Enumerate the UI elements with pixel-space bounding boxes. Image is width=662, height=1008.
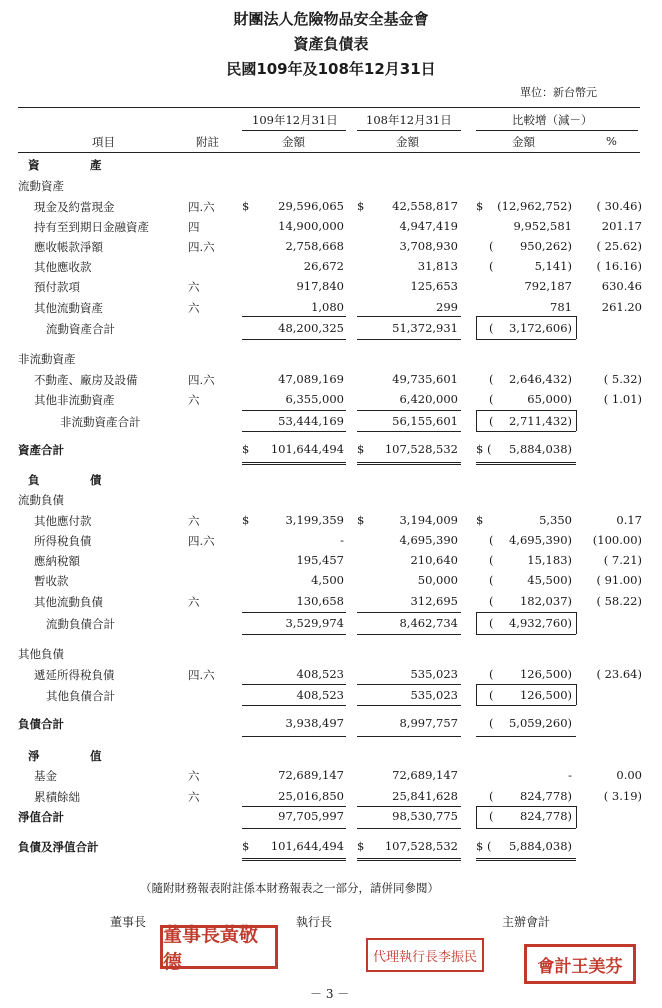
amount-109: 917,840	[296, 279, 344, 293]
pct-change: ( 91.00)	[596, 573, 642, 587]
col-109-underline	[242, 130, 346, 131]
table-row	[0, 370, 662, 390]
amount-108: 6,420,000	[399, 392, 458, 406]
amount-change: 2,711,432)	[508, 414, 572, 428]
amount-108: 31,813	[417, 259, 458, 273]
sum-rule	[242, 828, 346, 829]
row-label: 基金	[34, 769, 57, 783]
table-row	[0, 511, 662, 531]
row-note: 六	[188, 790, 200, 804]
amount-109: 72,689,147	[278, 768, 344, 782]
table-row	[0, 686, 662, 706]
amount-109: 53,444,169	[278, 414, 344, 428]
sum-rule	[357, 684, 461, 685]
sum-rule	[476, 634, 576, 635]
amount-change: -	[568, 768, 572, 782]
row-label: 其他負債合計	[46, 689, 115, 703]
compare-prefix: (	[489, 533, 494, 547]
table-row	[0, 766, 662, 786]
table-row	[0, 787, 662, 807]
amount-109: 101,644,494	[270, 839, 344, 853]
chair-label: 董事長	[110, 915, 147, 929]
box-rule	[476, 316, 477, 339]
row-label: 流動負債合計	[46, 617, 115, 631]
table-row	[0, 837, 662, 857]
sum-rule	[476, 684, 576, 685]
currency-sign: $	[357, 199, 365, 213]
sum-rule	[357, 634, 461, 635]
amount-109: 97,705,997	[278, 809, 344, 823]
pct-change: ( 16.16)	[596, 259, 642, 273]
amount-108: 210,640	[410, 553, 458, 567]
row-label: 預付款項	[34, 280, 80, 294]
row-label: 持有至到期日金融資產	[34, 220, 149, 234]
table-row	[0, 176, 662, 196]
compare-prefix: $ (	[476, 442, 492, 456]
row-label: 遞延所得稅負債	[34, 668, 115, 682]
table-row	[0, 155, 662, 175]
row-note: 六	[188, 393, 200, 407]
currency-sign: $	[242, 442, 250, 456]
amount-change: 824,778)	[519, 809, 572, 823]
amount-108: 72,689,147	[392, 768, 458, 782]
accountant-label: 主辦會計	[502, 915, 551, 929]
row-label: 流動資產	[18, 179, 64, 193]
sum-rule	[242, 612, 346, 613]
compare-prefix: (	[489, 239, 494, 253]
header-top-rule	[18, 107, 640, 108]
amount-109: 3,199,359	[285, 513, 344, 527]
table-row	[0, 440, 662, 460]
box-rule	[476, 806, 477, 828]
amount-108: 8,462,734	[399, 616, 458, 630]
row-label: 不動產、廠房及設備	[34, 373, 138, 387]
amount-change: 5,141)	[534, 259, 572, 273]
page-number: － 3 －	[310, 987, 350, 1001]
row-note: 四.六	[188, 240, 215, 254]
amount-109: 195,457	[296, 553, 344, 567]
row-note: 四	[188, 220, 200, 234]
amount-109: 26,672	[303, 259, 344, 273]
row-note: 四.六	[188, 668, 215, 682]
sum-rule	[476, 736, 576, 737]
col-header-compare: 比較增（減－）	[512, 113, 593, 127]
row-label: 資產合計	[18, 443, 64, 457]
sum-rule	[357, 806, 461, 807]
ceo-label: 執行長	[296, 915, 333, 929]
table-row	[0, 531, 662, 551]
sum-rule	[357, 316, 461, 317]
pct-change: 630.46	[601, 279, 642, 293]
compare-prefix: (	[489, 259, 494, 273]
amount-108: 3,708,930	[399, 239, 458, 253]
chair-seal: 董事長黃敬德	[160, 925, 278, 969]
pct-change: ( 3.19)	[603, 789, 642, 803]
amount-108: 4,947,419	[399, 219, 458, 233]
amount-108: 50,000	[417, 573, 458, 587]
table-row	[0, 746, 662, 766]
amount-change: 182,037)	[519, 594, 572, 608]
sum-rule	[242, 634, 346, 635]
currency-sign: $	[357, 839, 365, 853]
sum-rule	[476, 828, 576, 829]
amount-change: 15,183)	[527, 553, 572, 567]
table-row	[0, 298, 662, 318]
row-label: 負 債	[28, 473, 106, 487]
row-label: 所得稅負債	[34, 534, 92, 548]
amount-109: 3,529,974	[285, 616, 344, 630]
page-title: 資產負債表	[293, 35, 369, 53]
box-rule	[576, 410, 577, 431]
table-row	[0, 217, 662, 237]
row-note: 四.六	[188, 200, 215, 214]
amount-change: 65,000)	[527, 392, 572, 406]
amount-108: 4,695,390	[399, 533, 458, 547]
row-label: 其他非流動資產	[34, 393, 115, 407]
table-row	[0, 349, 662, 369]
row-label: 流動資產合計	[46, 322, 115, 336]
amount-108: 125,653	[410, 279, 458, 293]
amount-108: 51,372,931	[392, 321, 458, 335]
box-rule	[576, 806, 577, 828]
row-label: 暫收款	[34, 574, 69, 588]
col-header-108: 108年12月31日	[366, 113, 452, 127]
row-label: 現金及約當現金	[34, 200, 115, 214]
amount-109: 2,758,668	[285, 239, 344, 253]
row-note: 六	[188, 301, 200, 315]
sum-rule	[242, 316, 346, 317]
row-label: 負債合計	[18, 717, 64, 731]
amount-108: 98,530,775	[392, 809, 458, 823]
sum-rule	[476, 410, 576, 411]
row-label: 負債及淨值合計	[18, 840, 99, 854]
table-row	[0, 665, 662, 685]
sum-rule	[476, 806, 576, 807]
compare-prefix: (	[489, 321, 494, 335]
pct-change: 201.17	[601, 219, 642, 233]
box-rule	[476, 410, 477, 431]
sum-rule	[242, 806, 346, 807]
table-row	[0, 237, 662, 257]
row-label: 累積餘絀	[34, 790, 80, 804]
amount-change: 45,500)	[527, 573, 572, 587]
sum-rule	[357, 339, 461, 340]
table-row	[0, 319, 662, 339]
report-date: 民國109年及108年12月31日	[226, 60, 436, 78]
box-rule	[576, 612, 577, 634]
amount-108: 49,735,601	[392, 372, 458, 386]
table-row	[0, 551, 662, 571]
sum-rule	[357, 828, 461, 829]
amount-108: 42,558,817	[392, 199, 458, 213]
amount-108: 535,023	[410, 688, 458, 702]
row-note: 六	[188, 280, 200, 294]
table-row	[0, 412, 662, 432]
amount-change: 3,172,606)	[508, 321, 572, 335]
row-note: 六	[188, 595, 200, 609]
col-header-compare-amount: 金額	[512, 135, 535, 149]
amount-108: 25,841,628	[392, 789, 458, 803]
amount-109: 4,500	[311, 573, 344, 587]
amount-change: 781	[550, 300, 572, 314]
double-rule	[242, 462, 346, 465]
col-108-underline	[357, 130, 461, 131]
compare-prefix: (	[489, 667, 494, 681]
sum-rule	[476, 339, 576, 340]
row-label: 淨 值	[28, 749, 106, 763]
sum-rule	[357, 410, 461, 411]
pct-change: ( 25.62)	[596, 239, 642, 253]
row-label: 應納稅額	[34, 554, 80, 568]
row-label: 其他流動資產	[34, 301, 103, 315]
sum-rule	[242, 339, 346, 340]
pct-change: 261.20	[601, 300, 642, 314]
pct-change: 0.17	[616, 513, 642, 527]
col-compare-underline	[476, 130, 638, 131]
amount-change: 950,262)	[519, 239, 572, 253]
compare-prefix: (	[489, 392, 494, 406]
currency-sign: $	[242, 839, 250, 853]
sum-rule	[476, 316, 576, 317]
sum-rule	[242, 684, 346, 685]
double-rule	[476, 858, 576, 861]
amount-change: 126,500)	[519, 667, 572, 681]
ceo-seal: 代理執行長李振民	[366, 938, 484, 972]
table-row	[0, 714, 662, 734]
amount-109: 14,900,000	[278, 219, 344, 233]
col-header-pct: %	[606, 134, 617, 148]
amount-change: (12,962,752)	[497, 199, 572, 213]
row-label: 其他應收款	[34, 260, 92, 274]
box-rule	[476, 684, 477, 705]
compare-prefix: $ (	[476, 839, 492, 853]
currency-sign: $	[242, 199, 250, 213]
amount-109: 3,938,497	[285, 716, 344, 730]
sum-rule	[357, 612, 461, 613]
amount-109: 47,089,169	[278, 372, 344, 386]
double-rule	[242, 858, 346, 861]
col-header-109-amount: 金額	[282, 135, 305, 149]
double-rule	[357, 858, 461, 861]
row-label: 流動負債	[18, 493, 64, 507]
amount-109: 130,658	[296, 594, 344, 608]
sum-rule	[242, 431, 346, 432]
table-row	[0, 592, 662, 612]
amount-109: -	[340, 533, 344, 547]
table-row	[0, 390, 662, 410]
sum-rule	[476, 612, 576, 613]
amount-109: 6,355,000	[285, 392, 344, 406]
footer-note: （隨附財務報表附註係本財務報表之一部分，請併同參閱）	[140, 881, 439, 895]
table-row	[0, 807, 662, 827]
pct-change: ( 23.64)	[596, 667, 642, 681]
pct-change: (100.00)	[592, 533, 642, 547]
amount-change: 4,932,760)	[508, 616, 572, 630]
table-row	[0, 490, 662, 510]
currency-sign: $	[357, 513, 365, 527]
row-label: 非流動資產	[18, 352, 76, 366]
currency-sign: $	[357, 442, 365, 456]
amount-change: 2,646,432)	[508, 372, 572, 386]
box-rule	[576, 316, 577, 339]
compare-prefix: (	[489, 372, 494, 386]
col-header-item: 項目	[92, 135, 115, 149]
amount-108: 56,155,601	[392, 414, 458, 428]
amount-change: 5,059,260)	[508, 716, 572, 730]
compare-prefix: $	[476, 513, 484, 527]
org-title: 財團法人危險物品安全基金會	[233, 10, 429, 28]
pct-change: ( 5.32)	[603, 372, 642, 386]
unit-label: 單位：新台幣元	[520, 86, 597, 99]
amount-108: 107,528,532	[384, 442, 458, 456]
row-note: 四.六	[188, 373, 215, 387]
compare-prefix: (	[489, 573, 494, 587]
col-header-note: 附註	[196, 135, 219, 149]
pct-change: ( 1.01)	[603, 392, 642, 406]
table-row	[0, 197, 662, 217]
amount-109: 25,016,850	[278, 789, 344, 803]
pct-change: 0.00	[616, 768, 642, 782]
amount-109: 101,644,494	[270, 442, 344, 456]
pct-change: ( 58.22)	[596, 594, 642, 608]
compare-prefix: (	[489, 716, 494, 730]
row-note: 四.六	[188, 534, 215, 548]
row-label: 非流動資產合計	[60, 415, 141, 429]
amount-change: 9,952,581	[513, 219, 572, 233]
sum-rule	[242, 736, 346, 737]
amount-change: 4,695,390)	[508, 533, 572, 547]
table-row	[0, 614, 662, 634]
amount-109: 408,523	[296, 688, 344, 702]
row-label: 淨值合計	[18, 810, 64, 824]
compare-prefix: (	[489, 688, 494, 702]
sum-rule	[357, 431, 461, 432]
amount-109: 29,596,065	[278, 199, 344, 213]
row-label: 其他負債	[18, 647, 64, 661]
table-row	[0, 277, 662, 297]
amount-108: 3,194,009	[399, 513, 458, 527]
col-header-108-amount: 金額	[396, 135, 419, 149]
amount-change: 792,187	[524, 279, 572, 293]
amount-109: 48,200,325	[278, 321, 344, 335]
pct-change: ( 30.46)	[596, 199, 642, 213]
amount-109: 408,523	[296, 667, 344, 681]
amount-change: 126,500)	[519, 688, 572, 702]
compare-prefix: (	[489, 789, 494, 803]
double-rule	[476, 462, 576, 465]
pct-change: ( 7.21)	[603, 553, 642, 567]
double-rule	[357, 462, 461, 465]
amount-108: 299	[436, 300, 458, 314]
compare-prefix: (	[489, 616, 494, 630]
table-row	[0, 571, 662, 591]
amount-108: 8,997,757	[399, 716, 458, 730]
compare-prefix: $	[476, 199, 484, 213]
sum-rule	[357, 705, 461, 706]
box-rule	[476, 612, 477, 634]
compare-prefix: (	[489, 809, 494, 823]
table-row	[0, 644, 662, 664]
amount-108: 107,528,532	[384, 839, 458, 853]
sum-rule	[476, 705, 576, 706]
amount-change: 5,884,038)	[508, 839, 572, 853]
amount-108: 535,023	[410, 667, 458, 681]
sum-rule	[476, 431, 576, 432]
amount-change: 5,884,038)	[508, 442, 572, 456]
accountant-seal: 會計王美芬	[524, 944, 636, 984]
sum-rule	[357, 736, 461, 737]
row-label: 其他流動負債	[34, 595, 103, 609]
row-label: 應收帳款淨額	[34, 240, 103, 254]
row-label: 其他應付款	[34, 514, 92, 528]
row-note: 六	[188, 514, 200, 528]
sum-rule	[242, 410, 346, 411]
compare-prefix: (	[489, 414, 494, 428]
box-rule	[576, 684, 577, 705]
amount-change: 5,350	[539, 513, 572, 527]
table-row	[0, 470, 662, 490]
row-label: 資 產	[28, 158, 106, 172]
currency-sign: $	[242, 513, 250, 527]
compare-prefix: (	[489, 594, 494, 608]
amount-change: 824,778)	[519, 789, 572, 803]
header-bottom-rule	[18, 152, 640, 153]
compare-prefix: (	[489, 553, 494, 567]
row-note: 六	[188, 769, 200, 783]
amount-109: 1,080	[311, 300, 344, 314]
sum-rule	[242, 705, 346, 706]
amount-108: 312,695	[410, 594, 458, 608]
table-row	[0, 257, 662, 277]
col-header-109: 109年12月31日	[252, 113, 338, 127]
